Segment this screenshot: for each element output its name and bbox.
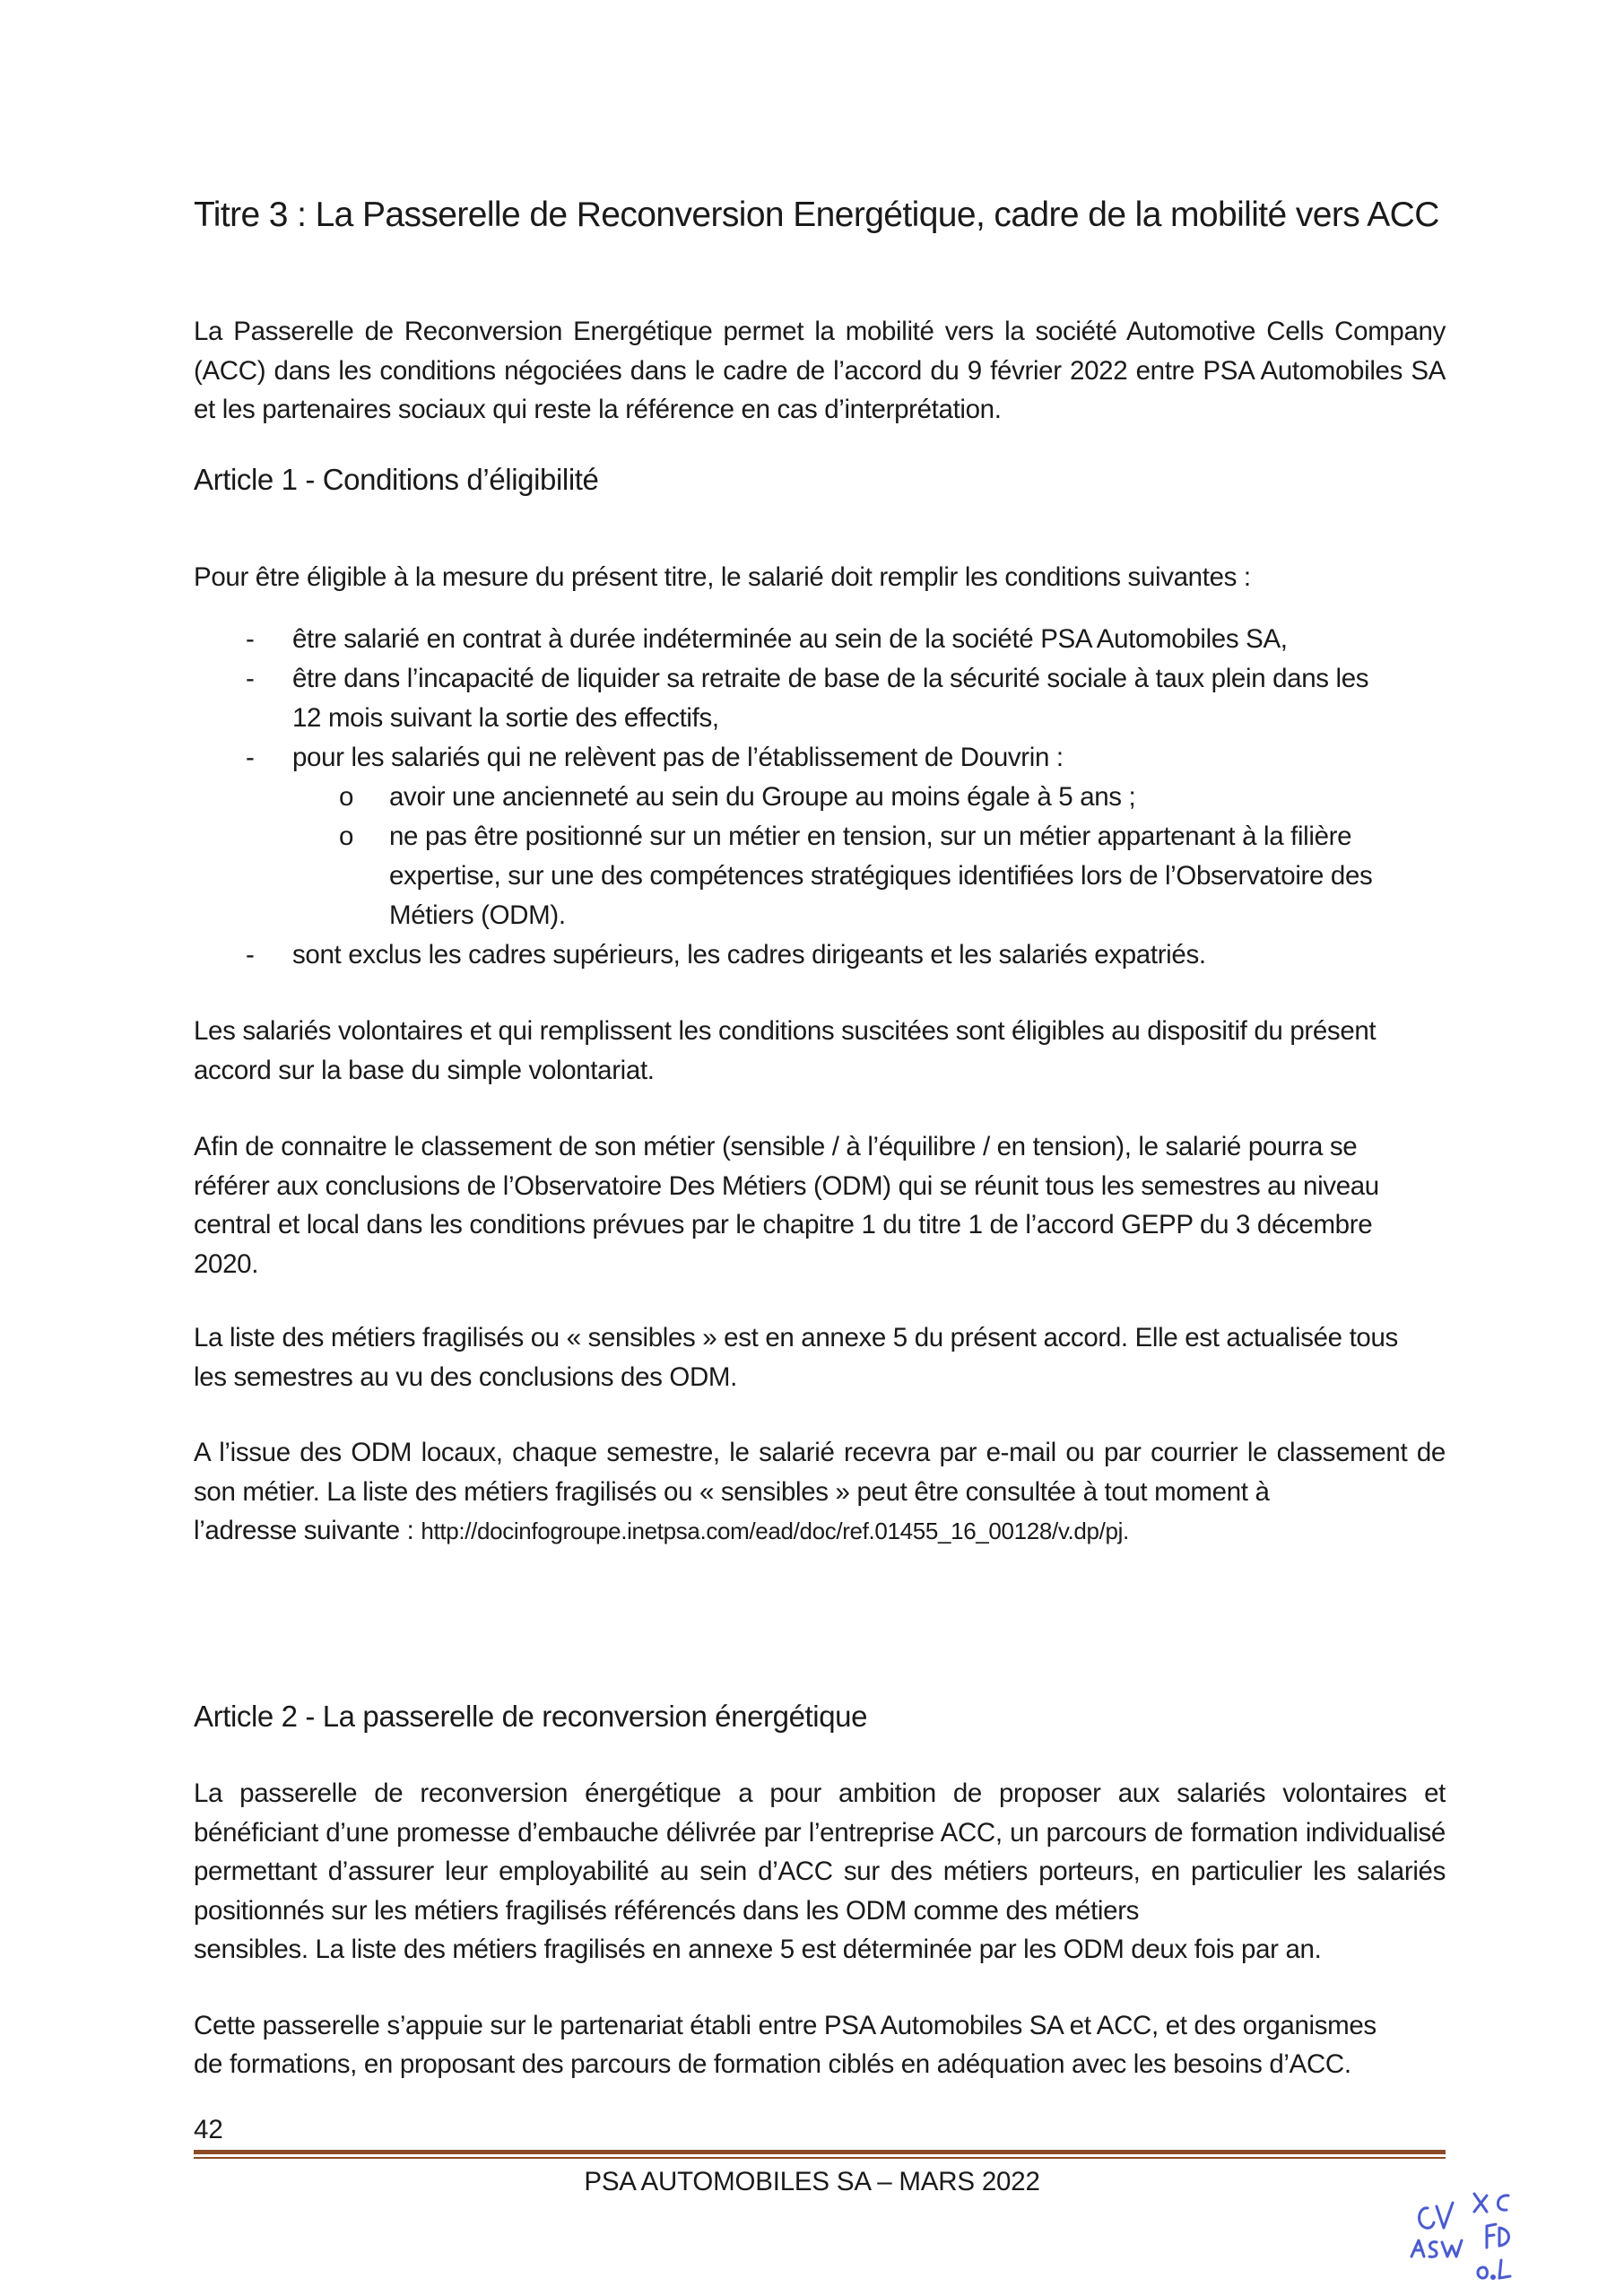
article-1-heading: Article 1 - Conditions d’éligibilité — [194, 463, 599, 496]
list-item-continuation: 12 mois suivant la sortie des effectifs, — [292, 703, 719, 733]
list-item: être salarié en contrat à durée indéterminée au sein de la société PSA Automobiles SA, — [292, 624, 1288, 654]
text-line: A l’issue des ODM locaux, chaque semestre, le salarié recevra par e-mail ou par courrier le classement — [194, 1438, 1408, 1467]
text-line: de formations, en proposant des parcours de formation ciblés en adéquation avec les besoins d’ACC. — [194, 2049, 1351, 2079]
text-line: de son métier. La liste des métiers fragilisés ou « sensibles » peut être consultée à tout moment à — [194, 1438, 1446, 1507]
handwritten-initials — [1406, 2188, 1576, 2292]
classification-paragraph — [194, 1127, 1446, 1283]
text-line: 2020. — [194, 1248, 259, 1279]
sub-list-item-continuation: expertise, sur une des compétences stratégiques identifiées lors de l’Observatoire des — [389, 861, 1373, 891]
volunteer-paragraph — [194, 1012, 1446, 1090]
list-dash: - — [246, 940, 255, 970]
odm-paragraph — [194, 1433, 1446, 1511]
list-dash: - — [246, 743, 255, 772]
eligibility-lead: Pour être éligible à la mesure du présent titre, le salarié doit remplir les conditions suivantes : — [194, 562, 1251, 592]
page-number: 42 — [194, 2115, 223, 2144]
list-dash: - — [246, 624, 255, 654]
article-2-heading: Article 2 - La passerelle de reconversion énergétique — [194, 1700, 868, 1733]
intro-paragraph — [194, 312, 1446, 430]
text-line: individualisé permettant d’assurer leur employabilité au sein d’ACC sur des métiers porteurs, en — [194, 1817, 1446, 1886]
footer-rule-thin — [194, 2157, 1446, 2159]
text-line: Afin de connaitre le classement de son métier (sensible / à l’équilibre / en tension), le salarié pourra se — [194, 1132, 1358, 1161]
text-line: central et local dans les conditions prévues par le chapitre 1 du titre 1 de l’accord GEPP du 3 décembre — [194, 1210, 1373, 1239]
text-line: accord sur la base du simple volontariat. — [194, 1055, 655, 1085]
text-line: La Passerelle de Reconversion Energétique permet la mobilité vers la société Automotive Cells Company — [194, 317, 1446, 346]
text-line: sensibles. La liste des métiers fragilisés en annexe 5 est déterminée par les ODM deux fois par an. — [194, 1935, 1322, 1964]
list-item: pour les salariés qui ne relèvent pas de l’établissement de Douvrin : — [292, 743, 1064, 772]
text-line: Cette passerelle s’appuie sur le partenariat établi entre PSA Automobiles SA et ACC, et des organismes — [194, 2011, 1376, 2040]
text-line: l’adresse suivante : — [194, 1516, 414, 1545]
footer-rule — [194, 2150, 1446, 2154]
sub-list-item: ne pas être positionné sur un métier en tension, sur un métier appartenant à la filière — [389, 822, 1352, 851]
text-line: La liste des métiers fragilisés ou « sensibles » est en annexe 5 du présent accord. Elle est actualisée tous — [194, 1323, 1398, 1352]
sub-list-item-continuation: Métiers (ODM). — [389, 900, 566, 930]
sub-list-item: avoir une ancienneté au sein du Groupe au moins égale à 5 ans ; — [389, 782, 1136, 812]
passerelle-paragraph-last-line — [194, 1930, 1446, 1970]
sub-bullet: o — [339, 782, 354, 812]
text-line: les semestres au vu des conclusions des ODM. — [194, 1361, 738, 1392]
intranet-link[interactable]: http://docinfogroupe.inetpsa.com/ead/doc/ref.01455_16_00128/v.dp/pj. — [421, 1518, 1129, 1544]
text-line: SA et les partenaires sociaux qui reste la référence en cas d’interprétation. — [194, 355, 1446, 424]
list-dash: - — [246, 664, 255, 693]
footer-text: PSA AUTOMOBILES SA – MARS 2022 — [584, 2167, 1040, 2196]
fragile-jobs-paragraph — [194, 1318, 1446, 1396]
text-line: particulier les salariés positionnés sur les métiers fragilisés référencés dans les ODM comme des métiers — [194, 1857, 1446, 1926]
sub-bullet: o — [339, 822, 354, 851]
list-item: sont exclus les cadres supérieurs, les cadres dirigeants et les salariés expatriés. — [292, 940, 1206, 970]
partnership-paragraph — [194, 2006, 1446, 2046]
list-item: être dans l’incapacité de liquider sa retraite de base de la sécurité sociale à taux plein dans les — [292, 664, 1369, 693]
section-title: Titre 3 : La Passerelle de Reconversion Energétique, cadre de la mobilité vers ACC — [194, 196, 1439, 234]
text-line: (ACC) dans les conditions négociées dans le cadre de l’accord du 9 février 2022 entre PSA Automobiles — [194, 355, 1403, 386]
text-line: référer aux conclusions de l’Observatoire Des Métiers (ODM) qui se réunit tous les semestres au niveau — [194, 1170, 1379, 1201]
odm-paragraph-last-line — [194, 1511, 1446, 1552]
text-line: Les salariés volontaires et qui remplissent les conditions suscitées sont éligibles au dispositif du présent — [194, 1016, 1376, 1046]
text-line: La passerelle de reconversion énergétique a pour ambition de proposer aux salariés volontaires et — [194, 1779, 1446, 1808]
text-line: bénéficiant d’une promesse d’embauche délivrée par l’entreprise ACC, un parcours de formation — [194, 1817, 1298, 1848]
partnership-paragraph-last-line — [194, 2045, 1446, 2084]
passerelle-paragraph — [194, 1774, 1446, 1930]
